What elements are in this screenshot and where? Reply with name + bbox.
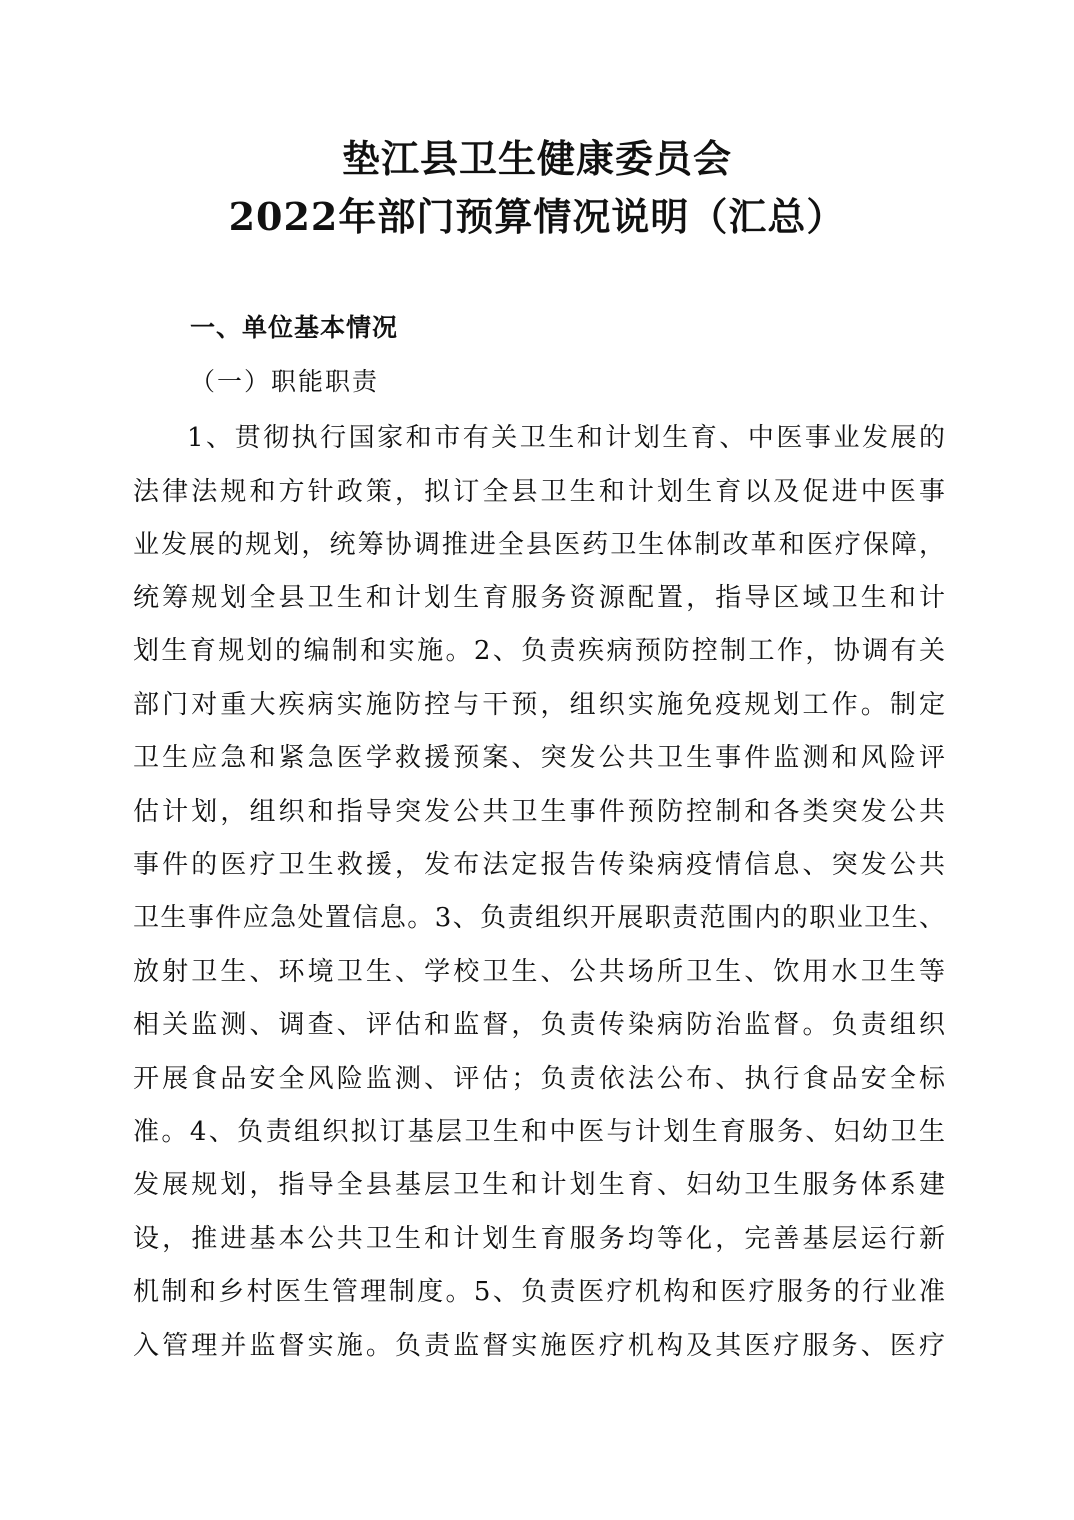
body-line: 法律法规和方针政策，拟订全县卫生和计划生育以及促进中医事	[133, 477, 945, 507]
body-line: 发展规划，指导全县基层卫生和计划生育、妇幼卫生服务体系建	[133, 1170, 945, 1200]
document-title-line1: 垫江县卫生健康委员会	[341, 136, 732, 181]
body-line: 卫生应急和紧急医学救援预案、突发公共卫生事件监测和风险评	[133, 743, 945, 773]
document-title-line2: 2022年部门预算情况说明（汇总）	[228, 194, 846, 239]
subsection-heading: （一）职能职责	[190, 367, 380, 396]
body-line: 放射卫生、环境卫生、学校卫生、公共场所卫生、饮用水卫生等	[133, 957, 945, 987]
body-line: 部门对重大疾病实施防控与干预，组织实施免疫规划工作。制定	[133, 690, 945, 720]
section-heading: 一、单位基本情况	[190, 313, 399, 342]
body-line: 设，推进基本公共卫生和计划生育服务均等化，完善基层运行新	[133, 1224, 945, 1254]
body-line: 估计划，组织和指导突发公共卫生事件预防控制和各类突发公共	[133, 797, 945, 827]
body-line: 划生育规划的编制和实施。2、负责疾病预防控制工作，协调有关	[133, 636, 945, 666]
body-line: 准。4、负责组织拟订基层卫生和中医与计划生育服务、妇幼卫生	[133, 1117, 945, 1147]
body-line: 业发展的规划，统筹协调推进全县医药卫生体制改革和医疗保障，	[133, 530, 945, 560]
body-line: 相关监测、调查、评估和监督，负责传染病防治监督。负责组织	[133, 1010, 945, 1040]
body-line: 机制和乡村医生管理制度。5、负责医疗机构和医疗服务的行业准	[133, 1277, 945, 1307]
body-line: 事件的医疗卫生救援，发布法定报告传染病疫情信息、突发公共	[133, 850, 945, 880]
body-line: 统筹规划全县卫生和计划生育服务资源配置，指导区域卫生和计	[133, 583, 945, 613]
body-line: 入管理并监督实施。负责监督实施医疗机构及其医疗服务、医疗	[133, 1331, 945, 1361]
body-line: 卫生事件应急处置信息。3、负责组织开展职责范围内的职业卫生、	[133, 903, 945, 933]
body-line: 1、贯彻执行国家和市有关卫生和计划生育、中医事业发展的	[187, 423, 945, 453]
body-line: 开展食品安全风险监测、评估；负责依法公布、执行食品安全标	[133, 1064, 945, 1094]
